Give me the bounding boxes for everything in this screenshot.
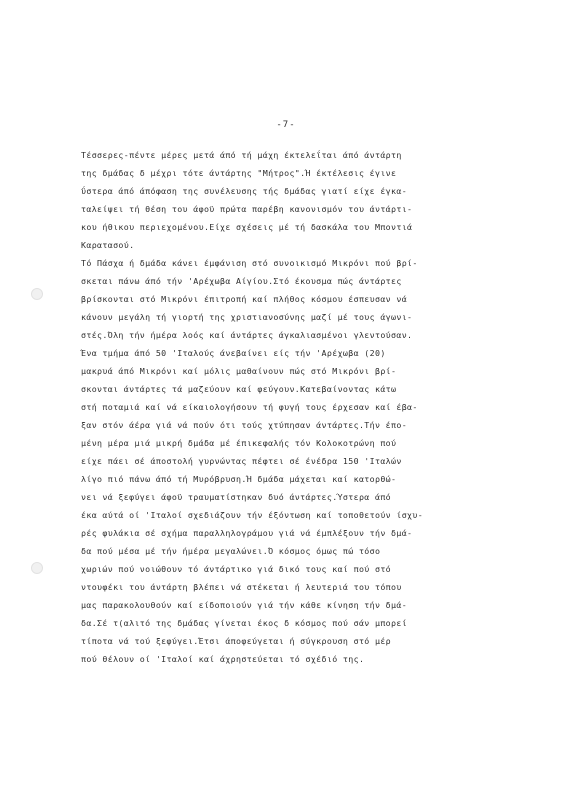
- text-line: βρίσκονται στό Μικρόνι έπιτροπή καί πλήθος κόσμου έσπευσαν νά: [81, 294, 408, 304]
- text-line: μένη μέρα μιά μικρή δμάδα μέ έπικεφαλής τόν Κολοκοτρώνη πού: [81, 438, 397, 448]
- text-line: τίποτα νά τού ξεφύγει.Έτσι άποφεύγεται ή σύγκρουση στό μέρ: [81, 636, 392, 646]
- text-line: Ένα τμήμα άπό 50 'Ιταλούς άνεβαίνει είς τήν 'Αρέχωβα (20): [81, 348, 386, 358]
- text-line: ντουφέκι του άντάρτη βλέπει νά στέκεται ή λευτεριά του τόπου: [81, 582, 402, 592]
- text-line: είχε πάει σέ άποστολή γυρνώντας πέφτει σέ ένέδρα 150 'Ιταλών: [81, 456, 402, 466]
- text-line: λίγο πιό πάνω άπό τή Μυρόβρυση.Ή δμάδα μάχεται καί κατορθώ-: [81, 474, 397, 484]
- text-line: ξαν στόν άέρα γιά νά πούν ότι τούς χτύπησαν άντάρτες.Τήν έπο-: [81, 420, 408, 430]
- text-line: δα πού μέσα μέ τήν ήμέρα μεγαλώνει.Ό κόσμος όμως πώ τόσο: [81, 546, 381, 556]
- typed-body-text: [81, 146, 546, 668]
- text-line: κου ήθικου περιεχομένου.Είχε σχέσεις μέ τή δασκάλα του Μποντιά: [81, 222, 413, 232]
- text-line: της δμάδας δ μέχρι τότε άντάρτης "Μήτρος".Ή έκτέλεσις έγινε: [81, 168, 397, 178]
- text-line: στή ποταμιά καί νά είκαιολογήσουν τή φυγή τους έρχεσαν καί έβα-: [81, 402, 418, 412]
- punch-hole-top: [31, 288, 43, 300]
- text-line: δα.Σέ τ(αλιτό της δμάδας γίνεται έκος δ κόσμος πού σάν μπορεί: [81, 618, 408, 628]
- text-line: πού θέλουν οί 'Ιταλοί καί άχρηστεύεται τό σχέδιό της.: [81, 654, 365, 664]
- punch-hole-bottom: [31, 562, 43, 574]
- text-line: κάνουν μεγάλη τή γιορτή της χριστιανοσύνης μαζί μέ τους άγωνι-: [81, 312, 413, 322]
- page-number: -7-: [276, 120, 296, 130]
- text-line: χωριών πού νοιώθουν τό άντάρτικο γιά δικό τους καί πού στό: [81, 564, 392, 574]
- text-line: σκονται άντάρτες τά μαζεύουν καί φεύγουν.Κατεβαίνοντας κάτω: [81, 384, 397, 394]
- text-line: Τέσσερες-πέντε μέρες μετά άπό τή μάχη έκτελεΐται άπό άντάρτη: [81, 150, 402, 160]
- text-line: σκεται πάνω άπό τήν 'Αρέχωβα Αίγίου.Στό έκουσμα πώς άντάρτες: [81, 276, 402, 286]
- text-line: νει νά ξεφύγει άφοϋ τραυματίστηκαν δυό άντάρτες.Ύστερα άπό: [81, 492, 392, 502]
- text-line: μακρυά άπό Μικρόνι καί μόλις μαθαίνουν πώς στό Μικρόνι βρί-: [81, 366, 397, 376]
- text-line: ταλείψει τή θέση του άφοϋ πρώτα παρέβη κανονισμόν του άντάρτι-: [81, 204, 413, 214]
- text-line: Καρατασού.: [81, 240, 135, 250]
- text-line: ρές φυλάκια σέ σχήμα παραλληλογράμου γιά νά έμπλέξουν τήν δμά-: [81, 528, 413, 538]
- text-line: Τό Πάσχα ή δμάδα κάνει έμφάνιση στό συνοικισμό Μικρόνι πού βρί-: [81, 258, 418, 268]
- text-line: έκα αύτά οί 'Ιταλοί σχεδιάζουν τήν έξόντωση καί τοποθετούν ίσχυ-: [81, 510, 424, 520]
- text-line: ΰστερα άπό άπόφαση της συνέλευσης τής δμάδας γιατί είχε έγκα-: [81, 186, 408, 196]
- text-line: μας παρακολουθούν καί είδοποιούν γιά τήν κάθε κίνηση τήν δμά-: [81, 600, 408, 610]
- text-line: στές.Όλη τήν ήμέρα λοός καί άντάρτες άγκαλιασμένοι γλεντούσαν.: [81, 330, 413, 340]
